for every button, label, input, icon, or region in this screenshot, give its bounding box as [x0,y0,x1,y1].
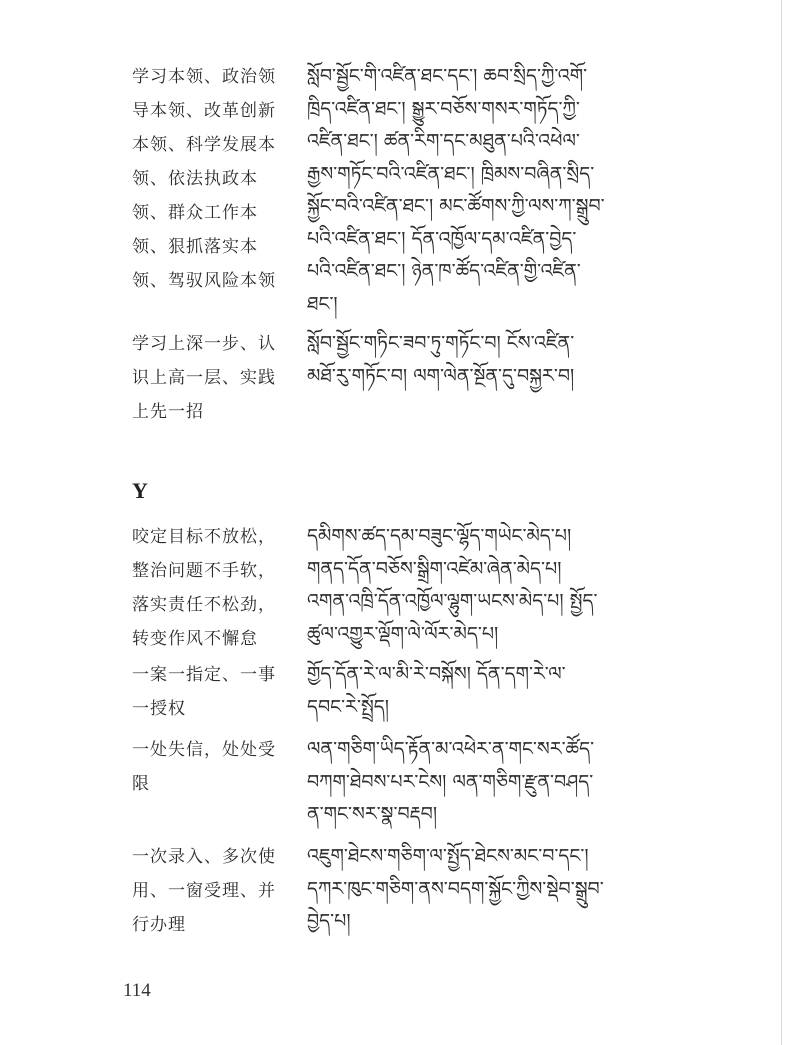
chinese-term [132,658,282,726]
tibetan-translation [307,520,707,650]
chinese-term-line: 学习本领、政治领 [132,67,276,87]
tibetan-line: པའི་འཛིན་ཐང་། ཉེན་ཁ་ཚོད་འཛིན་གྱི་འཛིན་ [307,260,581,282]
tibetan-line: འཇུག་ཐེངས་གཅིག་ལ་སྤྱོད་ཐེངས་མང་བ་དང་། [307,845,589,867]
page-number: 114 [123,980,151,1001]
chinese-term-line: 落实责任不松劲， [132,595,276,615]
chinese-term [132,327,282,429]
tibetan-line: གྱོད་དོན་རེ་ལ་མི་རེ་བསྐོས། དོན་དག་རེ་ལ་ [307,663,566,685]
chinese-term [132,840,282,942]
chinese-term-line: 领、群众工作本 [132,203,258,223]
tibetan-line: ཁྲིད་འཛིན་ཐང་། སྒྱུར་བཅོས་གསར་གཏོད་ཀྱི་ [307,97,580,120]
tibetan-line: ཚུལ་འགྱུར་ལྡོག་ལེ་ལོར་མེད་པ། [307,622,499,645]
tibetan-line: སྐྱོང་བའི་འཛིན་ཐང་། མང་ཚོགས་ཀྱི་ལས་ཀ་སྒྲུབ་ [307,195,605,217]
tibetan-line: པའི་འཛིན་ཐང་། དོན་འཁྱོལ་དམ་འཛིན་བྱེད་ [307,227,577,250]
chinese-term-line: 整治问题不手软， [132,561,276,581]
tibetan-translation [307,840,707,938]
chinese-term [132,733,282,801]
chinese-term [132,520,282,656]
chinese-term-line: 一处失信，处处受 [132,740,276,760]
tibetan-line: ཐང་། [307,292,338,315]
tibetan-line: བྱེད་པ། [307,910,351,932]
chinese-term-line: 一授权 [132,699,186,719]
tibetan-translation [307,733,707,831]
tibetan-line: དཀར་ཁུང་གཅིག་ནས་བདག་སྐྱོང་ཀྱིས་སྡེབ་སྒྲུབ་ [307,877,604,900]
chinese-term-line: 领、依法执政本 [132,169,258,189]
tibetan-line: སློབ་སྦྱོང་གི་འཛིན་ཐང་དང་། ཆབ་སྲིད་ཀྱི་འགོ་ [307,65,588,87]
tibetan-line: རྒྱས་གཏོང་བའི་འཛིན་ཐང་། ཁྲིམས་བཞིན་སྲིད་ [307,162,595,185]
tibetan-line: གནད་དོན་བཅོས་སྒྲིག་འཛེམ་ཞེན་མེད་པ། [307,557,562,580]
chinese-term-line: 转变作风不懈怠 [132,629,258,649]
tibetan-translation [307,658,707,723]
chinese-term-line: 一案一指定、一事 [132,665,276,685]
chinese-term-line: 上先一招 [132,402,204,422]
chinese-term-line: 识上高一层、实践 [132,368,276,388]
chinese-term-line: 领、驾驭风险本领 [132,271,276,291]
chinese-term-line: 本领、科学发展本 [132,135,276,155]
tibetan-translation [307,60,707,320]
section-letter-heading: Y [132,478,148,503]
tibetan-line: འཛིན་ཐང་། ཚན་རིག་དང་མཐུན་པའི་འཕེལ་ [307,130,580,152]
chinese-term-line: 限 [132,774,150,794]
tibetan-line: ན་གང་སར་སྣ་བརྡབ། [307,803,438,825]
tibetan-translation [307,327,707,392]
tibetan-line: བཀག་ཐེབས་པར་ངེས། ལན་གཅིག་རྫུན་བཤད་ [307,770,594,793]
tibetan-line: ལན་གཅིག་ཡིད་རྟོན་མ་འཕེར་ན་གང་སར་ཚོད་ [307,738,595,760]
chinese-term-line: 行办理 [132,915,186,935]
chinese-term-line: 领、狠抓落实本 [132,237,258,257]
chinese-term-line: 一次录入、多次使 [132,847,276,867]
tibetan-line: དབང་རེ་སྤྲོད། [307,695,390,718]
chinese-term-line: 咬定目标不放松， [132,527,276,547]
tibetan-line: མཐོ་རུ་གཏོང་བ། ལག་ལེན་སྔོན་དུ་བསྐྱར་བ། [307,364,575,387]
tibetan-line: དམིགས་ཚད་དམ་བཟུང་ལྷོད་གཡེང་མེད་པ། [307,525,572,547]
tibetan-line: འགན་འཁྲི་དོན་འཁྱོལ་ལྷུག་ཡངས་མེད་པ། སྤྱོད་ [307,590,598,612]
page-edge-line [781,0,782,1045]
chinese-term-line: 用、一窗受理、并 [132,881,276,901]
chinese-term-line: 导本领、改革创新 [132,101,276,121]
chinese-term-line: 学习上深一步、认 [132,334,276,354]
chinese-term [132,60,282,298]
tibetan-line: སློབ་སྦྱོང་གཏིང་ཟབ་ཏུ་གཏོང་བ། ངོས་འཛིན་ [307,332,575,354]
